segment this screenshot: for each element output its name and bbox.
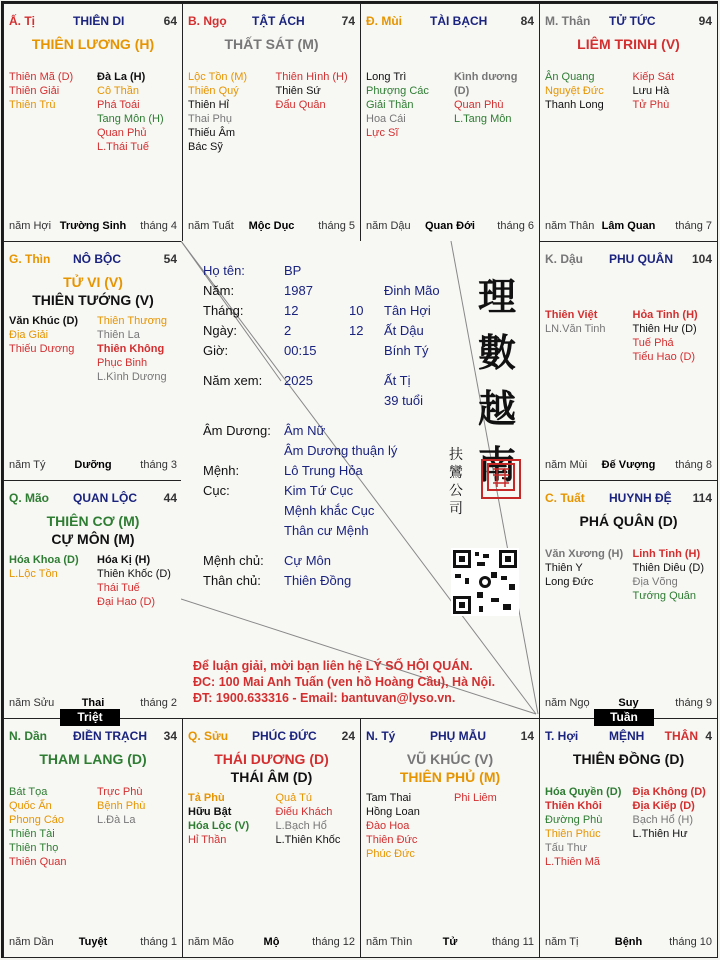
minor-star: Thiên Hình (H) — [275, 71, 348, 83]
palace-cell-mui[interactable] — [360, 3, 540, 242]
year-cycle: năm Tý — [9, 459, 46, 471]
minor-star-column — [366, 70, 446, 140]
palace-footer — [366, 936, 534, 950]
minor-star-column — [625, 547, 713, 603]
than-chu-value: Thiên Đồng — [284, 573, 352, 588]
main-star: TỬ VI (V) — [63, 274, 123, 290]
minor-star: Thái Tuế — [97, 582, 140, 594]
life-stage: Tử — [442, 936, 458, 948]
palace-cell-ty2[interactable] — [360, 718, 540, 958]
palace-name: PHỤ MẪU — [430, 729, 486, 743]
palace-name: PHÚC ĐỨC — [252, 729, 317, 743]
main-star: THÁI DƯƠNG (D) — [214, 751, 329, 767]
month-cycle: tháng 8 — [675, 459, 712, 471]
minor-star: Thiên Hỉ — [188, 99, 229, 111]
decade-age: 24 — [341, 729, 355, 743]
minor-star: Điếu Khách — [275, 806, 333, 818]
minor-star: L.Tang Môn — [454, 113, 512, 125]
minor-star-column — [89, 70, 177, 154]
palace-cell-ty[interactable] — [3, 3, 183, 242]
palace-footer — [9, 459, 177, 473]
minor-star: Thiên Quan — [9, 856, 67, 868]
minor-star: Thiên Giải — [9, 85, 60, 97]
minor-stars — [9, 785, 177, 869]
hour-can: Bính Tý — [384, 343, 429, 358]
minor-star: L.Thiên Hư — [632, 828, 688, 840]
minor-star: L.Thái Tuế — [97, 141, 149, 153]
month-cycle: tháng 10 — [669, 936, 712, 948]
minor-star: Hóa Kị (H) — [97, 554, 151, 566]
minor-star: Văn Xương (H) — [545, 548, 624, 560]
minor-star: Thiên Sứ — [275, 85, 321, 97]
minor-star: Hóa Khoa (D) — [9, 554, 79, 566]
minor-star: Tam Thai — [366, 792, 412, 804]
main-star: VŨ KHÚC (V) — [406, 751, 494, 767]
minor-star: Địa Giải — [9, 329, 49, 341]
decade-age: 64 — [163, 14, 177, 28]
month-cycle: tháng 2 — [140, 697, 177, 709]
day-value: 2 — [284, 323, 292, 338]
minor-star: Thiên Trù — [9, 99, 56, 111]
month-cycle: tháng 3 — [140, 459, 177, 471]
palace-name: NÔ BỘC — [73, 252, 121, 266]
minor-star-column — [188, 791, 268, 847]
minor-star: Địa Võng — [632, 576, 678, 588]
minor-star: Lực Sĩ — [366, 127, 399, 139]
hour-value: 00:15 — [284, 343, 317, 358]
minor-star: Thai Phụ — [188, 113, 233, 125]
branch-label: G. Thìn — [9, 252, 51, 266]
minor-star: Phúc Đức — [366, 848, 415, 860]
minor-stars — [545, 308, 712, 364]
cuc-label: Cục: — [203, 483, 230, 498]
minor-star: Tang Môn (H) — [97, 113, 164, 125]
palace-header — [9, 491, 177, 507]
minor-star: Giải Thần — [366, 99, 414, 111]
branch-label: B. Ngọ — [188, 14, 227, 28]
life-stage: Dưỡng — [74, 459, 112, 471]
life-stage: Mộc Dục — [248, 220, 295, 232]
minor-star: Thiên Đức — [366, 834, 418, 846]
contact-phone-email[interactable]: ĐT: 1900.633316 - Email: bantuvan@lyso.vn. — [193, 691, 456, 705]
main-star: CỰ MÔN (M) — [51, 531, 135, 547]
minor-star: Linh Tinh (H) — [632, 548, 701, 560]
minor-star-column — [545, 70, 625, 112]
minor-star: Lưu Hà — [632, 85, 670, 97]
minor-star-column — [625, 785, 713, 869]
minor-star: Phong Cáo — [9, 814, 65, 826]
branch-label: K. Dậu — [545, 252, 584, 266]
palace-header — [545, 252, 712, 268]
minor-star: Hữu Bật — [188, 806, 232, 818]
life-stage: Đế Vượng — [601, 459, 656, 471]
minor-stars — [366, 791, 534, 861]
branch-label: Ấ. Tị — [9, 14, 35, 28]
minor-star: Địa Kiếp (D) — [632, 800, 695, 812]
minor-star: Thiên Quý — [188, 85, 239, 97]
minor-star: Tấu Thư — [545, 842, 588, 854]
minor-stars — [188, 70, 355, 154]
minor-star-column — [188, 70, 268, 154]
life-stage: Bệnh — [614, 936, 643, 948]
palace-footer — [9, 220, 177, 234]
palace-cell-hoi[interactable] — [539, 718, 718, 958]
year-label: Năm: — [203, 283, 235, 298]
minor-star: Lộc Tồn (M) — [188, 71, 248, 83]
minor-star: Thiên Tài — [9, 828, 55, 840]
minor-star-column — [625, 308, 713, 364]
year-cycle: năm Thìn — [366, 936, 413, 948]
center-info-panel — [181, 241, 539, 718]
name-label: Họ tên: — [203, 263, 245, 278]
year-cycle: năm Dậu — [366, 220, 411, 232]
minor-star: Hoa Cái — [366, 113, 406, 125]
life-stage: Tuyệt — [78, 936, 108, 948]
decade-age: 104 — [691, 252, 712, 266]
minor-star: Bạch Hổ (H) — [632, 814, 694, 826]
decade-age: 34 — [163, 729, 177, 743]
palace-cell-tuat[interactable] — [539, 480, 718, 719]
minor-star: Hóa Lộc (V) — [188, 820, 250, 832]
minor-star-column — [366, 791, 446, 861]
palace-footer — [366, 220, 534, 234]
palace-cell-thin[interactable] — [3, 241, 183, 481]
month-cycle: tháng 4 — [140, 220, 177, 232]
minor-star: L.Đà La — [97, 814, 136, 826]
branch-label: T. Hợi — [545, 729, 579, 743]
minor-star: Thiên Khôi — [545, 800, 602, 812]
amduong-label: Âm Dương: — [203, 423, 271, 438]
decade-age: 84 — [520, 14, 534, 28]
menh-value: Lô Trung Hỏa — [284, 463, 363, 478]
minor-star-column — [89, 314, 177, 384]
minor-star: L.Kình Dương — [97, 371, 167, 383]
minor-star-column — [545, 785, 625, 869]
branch-label: Q. Mão — [9, 491, 50, 505]
amduong-note: Âm Dương thuận lý — [284, 443, 398, 458]
minor-star: Thanh Long — [545, 99, 604, 111]
year-cycle: năm Ngọ — [545, 697, 590, 709]
branch-label: Q. Sửu — [188, 729, 229, 743]
age-value: 39 tuổi — [384, 393, 424, 408]
palace-cell-dau[interactable] — [539, 241, 718, 481]
palace-footer — [9, 936, 177, 950]
triet-tag: Triệt — [60, 709, 120, 726]
minor-star: Phượng Các — [366, 85, 429, 97]
name-value: BP — [284, 263, 302, 278]
minor-star: Kình dương (D) — [454, 71, 518, 97]
cuc-note: Mệnh khắc Cục — [284, 503, 375, 518]
palace-header — [188, 14, 355, 30]
calligraphy-char: 理 — [477, 274, 516, 319]
year-cycle: năm Dần — [9, 936, 54, 948]
main-star: THIÊN CƠ (M) — [46, 513, 140, 529]
palace-name: TỬ TỨC — [609, 14, 656, 28]
minor-star: Ân Quang — [545, 71, 595, 83]
minor-star: Văn Khúc (D) — [9, 315, 79, 327]
branch-label: M. Thân — [545, 14, 591, 28]
branch-label: N. Dần — [9, 729, 48, 743]
decade-age: 94 — [698, 14, 712, 28]
minor-star: Đại Hao (D) — [97, 596, 156, 608]
year-cycle: năm Mão — [188, 936, 234, 948]
hour-label: Giờ: — [203, 343, 229, 358]
minor-star: Kiếp Sát — [632, 71, 675, 83]
minor-stars — [366, 70, 534, 140]
palace-header — [366, 14, 534, 30]
minor-star: Đà La (H) — [97, 71, 146, 83]
main-star: THAM LANG (D) — [39, 751, 147, 767]
minor-star: Quan Phù — [454, 99, 504, 111]
palace-footer — [188, 936, 355, 950]
calligraphy-char: 數 — [477, 330, 516, 375]
than-cu-note: Thân cư Mệnh — [284, 523, 369, 538]
life-stage: Mộ — [263, 936, 280, 948]
minor-star: Thiếu Dương — [9, 343, 75, 355]
minor-star: Tiểu Hao (D) — [632, 351, 696, 363]
palace-name: TÀI BẠCH — [430, 14, 488, 28]
minor-stars — [545, 547, 712, 603]
palace-header — [9, 729, 177, 745]
decade-age: 14 — [520, 729, 534, 743]
year-value: 1987 — [284, 283, 313, 298]
minor-star: Bệnh Phù — [97, 800, 146, 812]
minor-star: Đường Phù — [545, 814, 603, 826]
minor-star: Hồng Loan — [366, 806, 420, 818]
main-star: THÁI ÂM (D) — [230, 769, 313, 785]
palace-name: ĐIỀN TRẠCH — [73, 729, 147, 743]
minor-star: Long Trì — [366, 71, 407, 83]
palace-name: PHU QUÂN — [609, 252, 674, 266]
menh-chu-label: Mệnh chủ: — [203, 553, 264, 568]
minor-star: Thiên Thọ — [9, 842, 59, 854]
year-cycle: năm Tị — [545, 936, 579, 948]
palace-cell-dan[interactable] — [3, 718, 183, 958]
main-star: PHÁ QUÂN (D) — [579, 513, 678, 529]
minor-star: Đẩu Quân — [275, 99, 326, 111]
minor-star-column — [446, 70, 534, 140]
year-cycle: năm Hợi — [9, 220, 52, 232]
month-cycle: tháng 6 — [497, 220, 534, 232]
minor-star: Quả Tú — [275, 792, 312, 804]
minor-star: Tướng Quân — [632, 590, 696, 602]
year-cycle: năm Mùi — [545, 459, 588, 471]
tuan-tag: Tuần — [594, 709, 654, 726]
minor-star: Thiên Khốc (D) — [97, 568, 171, 580]
day-lunar: 12 — [349, 323, 364, 338]
minor-stars — [9, 70, 177, 154]
main-star: LIÊM TRINH (V) — [577, 36, 680, 52]
minor-stars — [9, 553, 177, 609]
palace-name: TẬT ÁCH — [252, 14, 305, 28]
minor-star-column — [545, 547, 625, 603]
palace-header — [545, 491, 712, 507]
palace-cell-mao[interactable] — [3, 480, 183, 719]
minor-star: L.Thiên Khốc — [275, 834, 341, 846]
minor-stars — [9, 314, 177, 384]
month-cycle: tháng 11 — [491, 936, 534, 948]
palace-header — [366, 729, 534, 745]
decade-age: 74 — [341, 14, 355, 28]
minor-star: Thiên Không — [97, 343, 165, 355]
palace-footer — [545, 936, 712, 950]
seal-small-text: 扶 鸞 公 司 — [449, 447, 463, 517]
minor-star-column — [9, 553, 89, 609]
minor-stars — [188, 791, 355, 847]
minor-star-column — [446, 791, 534, 861]
minor-star: Đào Hoa — [366, 820, 410, 832]
minor-star: Thiên Mã (D) — [9, 71, 74, 83]
minor-star-column — [268, 70, 356, 154]
minor-stars — [545, 70, 712, 112]
calligraphy-char: 越 — [477, 386, 516, 431]
minor-star: Tử Phù — [632, 99, 670, 111]
minor-star: Thiên La — [97, 329, 140, 341]
amduong-value: Âm Nữ — [284, 423, 326, 438]
life-stage: Thai — [81, 697, 105, 709]
palace-header — [9, 14, 177, 30]
month-lunar: 10 — [349, 303, 364, 318]
month-cycle: tháng 9 — [675, 697, 712, 709]
minor-star: Long Đức — [545, 576, 594, 588]
minor-star: Quốc Ấn — [9, 800, 52, 812]
decade-age: 44 — [163, 491, 177, 505]
palace-footer — [545, 459, 712, 473]
branch-label: C. Tuất — [545, 491, 585, 505]
minor-star-column — [545, 308, 625, 364]
main-star: THIÊN ĐỒNG (D) — [572, 751, 685, 767]
red-seal — [481, 459, 521, 499]
view-year-label: Năm xem: — [203, 373, 263, 388]
life-stage: Suy — [618, 697, 639, 709]
minor-star-column — [268, 791, 356, 847]
minor-star: Nguyệt Đức — [545, 85, 604, 97]
contact-address: ĐC: 100 Mai Anh Tuấn (ven hồ Hoàng Cầu), Hà Nội. — [193, 675, 496, 689]
minor-star: Trực Phù — [97, 786, 143, 798]
than-marker: THÂN — [664, 729, 698, 743]
minor-star: L.Lộc Tồn — [9, 568, 58, 580]
main-star: THIÊN TƯỚNG (V) — [32, 292, 154, 308]
month-value: 12 — [284, 303, 299, 318]
palace-footer — [545, 220, 712, 234]
minor-star: Thiên Y — [545, 562, 583, 574]
main-star: THẤT SÁT (M) — [224, 36, 319, 52]
minor-star-column — [89, 553, 177, 609]
year-cycle: năm Sửu — [9, 697, 55, 709]
minor-star: Thiên Việt — [545, 309, 598, 321]
menh-label: Mệnh: — [203, 463, 240, 478]
month-cycle: tháng 5 — [318, 220, 355, 232]
calligraphy-char: 南 — [477, 442, 516, 487]
day-can: Ất Dậu — [384, 323, 424, 338]
decade-age: 4 — [705, 729, 712, 743]
minor-star-column — [89, 785, 177, 869]
main-star: THIÊN PHỦ (M) — [399, 769, 501, 785]
minor-star: LN.Văn Tinh — [545, 323, 606, 335]
contact-line-1: Để luận giải, mời bạn liên hệ LÝ SỐ HỘI QUÁN. — [193, 659, 473, 673]
minor-stars — [545, 785, 712, 869]
minor-star: Thiếu Âm — [188, 127, 236, 139]
decade-age: 114 — [692, 491, 712, 505]
year-cycle: năm Thân — [545, 220, 595, 232]
month-can: Tân Hợi — [384, 303, 431, 318]
month-cycle: tháng 12 — [312, 936, 355, 948]
minor-star: Địa Không (D) — [632, 786, 706, 798]
view-year-can: Ất Tị — [384, 373, 411, 388]
minor-star: Thiên Diêu (D) — [632, 562, 705, 574]
month-cycle: tháng 7 — [675, 220, 712, 232]
minor-star: L.Thiên Mã — [545, 856, 601, 868]
month-cycle: tháng 1 — [140, 936, 177, 948]
minor-star: Thiên Phúc — [545, 828, 601, 840]
minor-star-column — [9, 314, 89, 384]
palace-cell-than[interactable] — [539, 3, 718, 242]
minor-star: Tả Phù — [188, 792, 225, 804]
minor-star: Thiên Thương — [97, 315, 168, 327]
menh-chu-value: Cự Môn — [284, 553, 331, 568]
minor-star: Hỏa Tinh (H) — [632, 309, 698, 321]
minor-star: Hỉ Thần — [188, 834, 227, 846]
cuc-value: Kim Tứ Cục — [284, 483, 354, 498]
minor-star: Thiên Hư (D) — [632, 323, 697, 335]
branch-label: N. Tý — [366, 729, 396, 743]
palace-name: QUAN LỘC — [73, 491, 137, 505]
main-star: THIÊN LƯƠNG (H) — [31, 36, 155, 52]
branch-label: Đ. Mùi — [366, 14, 402, 28]
view-year-value: 2025 — [284, 373, 313, 388]
minor-star: Phục Binh — [97, 357, 148, 369]
palace-footer — [188, 220, 355, 234]
decade-age: 54 — [163, 252, 177, 266]
minor-star-column — [9, 785, 89, 869]
palace-header — [188, 729, 355, 745]
month-label: Tháng: — [203, 303, 244, 318]
year-cycle: năm Tuất — [188, 220, 234, 232]
minor-star-column — [9, 70, 89, 154]
palace-cell-ngo[interactable] — [182, 3, 361, 242]
minor-star: Hóa Quyền (D) — [545, 786, 622, 798]
palace-header — [545, 729, 712, 745]
minor-star: Cô Thần — [97, 85, 139, 97]
day-label: Ngày: — [203, 323, 237, 338]
minor-star: Tuế Phá — [632, 337, 674, 349]
year-can: Đinh Mão — [384, 283, 440, 298]
palace-header — [9, 252, 177, 268]
minor-star: Phá Toái — [97, 99, 140, 111]
palace-name: MỆNH — [609, 729, 645, 743]
palace-name: HUYNH ĐỆ — [609, 491, 672, 505]
minor-star: L.Bạch Hổ — [275, 820, 327, 832]
minor-star: Bát Tọa — [9, 786, 48, 798]
palace-name: THIÊN DI — [73, 14, 125, 28]
qr-code-icon[interactable] — [451, 548, 519, 616]
palace-header — [545, 14, 712, 30]
minor-star: Bác Sỹ — [188, 141, 223, 153]
than-chu-label: Thân chủ: — [203, 573, 261, 588]
minor-star: Phi Liêm — [454, 792, 497, 804]
life-stage: Quan Đới — [425, 220, 475, 232]
life-stage: Lâm Quan — [601, 220, 656, 232]
palace-cell-suu[interactable] — [182, 718, 361, 958]
minor-star-column — [625, 70, 713, 112]
minor-star: Quan Phủ — [97, 127, 147, 139]
life-stage: Trường Sinh — [59, 220, 127, 232]
